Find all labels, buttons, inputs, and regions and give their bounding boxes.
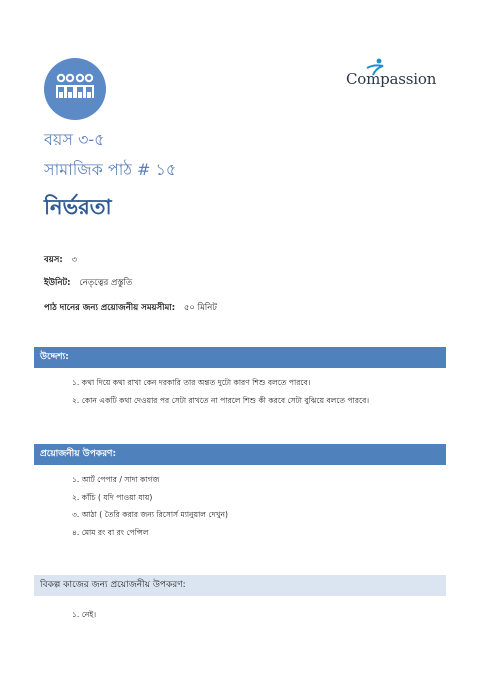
meta-age-label: বয়স: — [44, 255, 63, 265]
meta-unit — [44, 276, 132, 290]
alt-material-item: ১. নেই। — [72, 610, 97, 619]
meta-time — [44, 301, 217, 315]
material-item: ৪. মোম রং বা রং পেন্সিল — [72, 528, 149, 537]
materials-heading: প্রয়োজনীয় উপকরণ: — [34, 444, 446, 465]
meta-unit-label: ইউনিট: — [44, 278, 71, 288]
brand-name: Compassion — [346, 70, 437, 88]
objective-item: ২. কোন একটি কথা দেওয়ার পর সেটা রাখতে না পারলে শিশু কী করবে সেটা বুঝিয়ে বলতে পারবে। — [72, 396, 370, 405]
people-group-icon — [44, 58, 106, 120]
meta-unit-value: নেতৃত্বের প্রস্তুতি — [79, 278, 133, 288]
meta-time-value: ৫০ মিনিট — [183, 303, 217, 313]
alt-materials-heading: বিকল্প কাজের জন্য প্রয়োজনীয় উপকরণ: — [34, 575, 446, 596]
meta-age — [44, 253, 77, 267]
page-title: নির্ভরতা — [44, 195, 112, 219]
material-item: ৩. আঠা ( তৈরি করার জন্য রিসোর্স ম্যানুয়াল দেখুন) — [72, 510, 228, 519]
meta-age-value: ৩ — [71, 255, 77, 265]
objectives-heading: উদ্দেশ্য: — [34, 347, 446, 368]
age-range-heading: বয়স ৩-৫ — [44, 130, 105, 149]
material-item: ২. কাঁচি ( যদি পাওয়া যায়) — [72, 493, 153, 502]
objective-item: ১. কথা দিয়ে কথা রাখা কেন দরকারি তার অন্তত দুটো কারণ শিশু বলতে পারবে। — [72, 378, 311, 387]
material-item: ১. আর্ট পেপার / সাদা কাগজ — [72, 475, 160, 484]
meta-time-label: পাঠ দানের জন্য প্রয়োজনীয় সময়সীমা: — [44, 303, 176, 313]
lesson-number-heading: সামাজিক পাঠ # ১৫ — [44, 160, 177, 179]
compassion-logo — [346, 58, 456, 98]
